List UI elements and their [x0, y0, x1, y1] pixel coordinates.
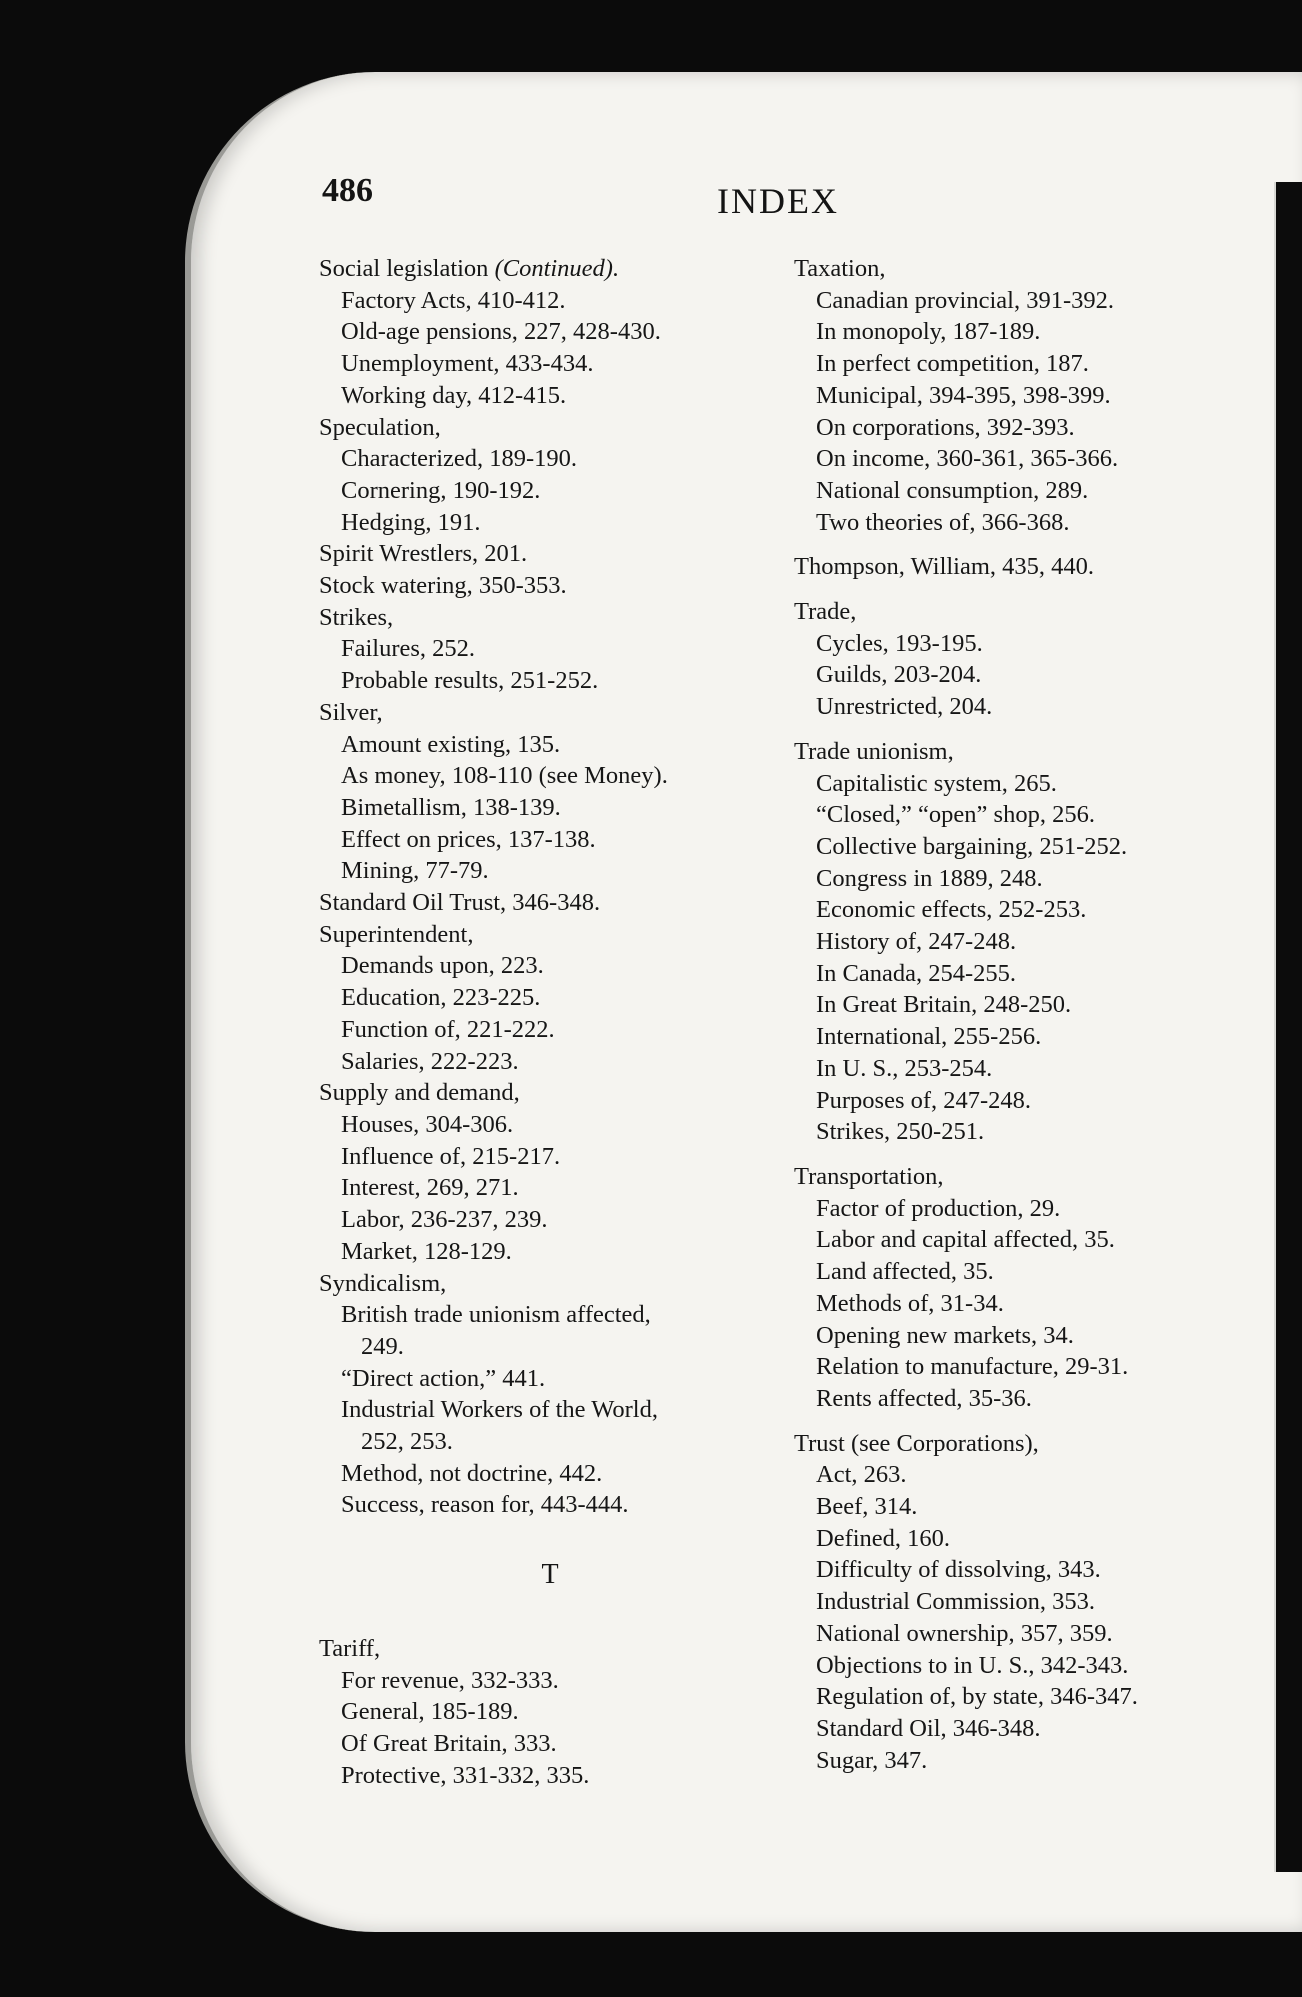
subentry-text: Cycles, 193-195.: [816, 629, 983, 657]
index-subentry: [790, 1618, 1230, 1650]
heading-text: Social legislation: [319, 255, 489, 282]
page-edge-shadow: [1274, 182, 1302, 1872]
index-subentry: [315, 1141, 765, 1173]
index-subentry: [315, 443, 765, 475]
subentry-text: Labor, 236-237, 239.: [341, 1206, 548, 1234]
index-subentry: [790, 1383, 1230, 1415]
index-subentry: [790, 412, 1230, 444]
subentry-text: National consumption, 289.: [816, 476, 1089, 504]
subentry-text: In perfect competition, 187.: [816, 350, 1089, 378]
subentry-text: Function of, 221-222.: [341, 1015, 555, 1043]
index-subentry: [315, 285, 765, 317]
index-subentry: [790, 659, 1230, 691]
subentry-text: Unrestricted, 204.: [816, 693, 993, 721]
subentry-text: Municipal, 394-395, 398-399.: [816, 381, 1111, 409]
heading-text: Spirit Wrestlers, 201.: [319, 540, 528, 568]
index-subentry: [315, 1204, 765, 1236]
subentry-text: National ownership, 357, 359.: [816, 1619, 1113, 1647]
entry-gap: [790, 538, 1230, 551]
heading-text: Supply and demand,: [319, 1079, 520, 1107]
subentry-text: On income, 360-361, 365-366.: [816, 445, 1119, 473]
index-subentry: [315, 1728, 765, 1760]
index-subentry: [315, 1696, 765, 1728]
index-subentry: [790, 443, 1230, 475]
index-subentry: [790, 1586, 1230, 1618]
index-subentry: [790, 1224, 1230, 1256]
subentry-text: Standard Oil, 346-348.: [816, 1714, 1041, 1742]
subentry-text: Relation to manufacture, 29-31.: [816, 1353, 1129, 1381]
index-subentry: [315, 348, 765, 380]
subentry-text: Mining, 77-79.: [341, 857, 489, 885]
subentry-continuation: 252, 253.: [361, 1428, 453, 1456]
index-heading: [315, 1077, 765, 1109]
entry-gap: [790, 1415, 1230, 1428]
subentry-text: Cornering, 190-192.: [341, 476, 541, 504]
subentry-text: In Great Britain, 248-250.: [816, 991, 1072, 1019]
index-subentry: [790, 1745, 1230, 1777]
index-subentry: [790, 1085, 1230, 1117]
subentry-text: Land affected, 35.: [816, 1258, 994, 1286]
subentry-text: Success, reason for, 443-444.: [341, 1491, 629, 1519]
subentry-text: In monopoly, 187-189.: [816, 318, 1041, 346]
index-subentry: [790, 380, 1230, 412]
index-subentry: [315, 1458, 765, 1490]
index-subentry: [790, 926, 1230, 958]
running-head: INDEX: [717, 181, 839, 221]
index-heading: [790, 596, 1230, 628]
subentry-text: Hedging, 191.: [341, 508, 481, 536]
heading-text: Thompson, William, 435, 440.: [794, 553, 1095, 581]
subentry-text: Industrial Workers of the World,: [341, 1396, 658, 1424]
heading-text: Standard Oil Trust, 346-348.: [319, 889, 601, 917]
index-subentry: [315, 1299, 765, 1362]
subentry-text: As money, 108-110 (see Money).: [341, 762, 668, 790]
subentry-text: On corporations, 392-393.: [816, 413, 1075, 441]
index-subentry: [790, 1713, 1230, 1745]
subentry-text: Methods of, 31-34.: [816, 1289, 1004, 1317]
index-subentry: [790, 894, 1230, 926]
subentry-text: Defined, 160.: [816, 1524, 951, 1552]
subentry-text: Method, not doctrine, 442.: [341, 1459, 603, 1487]
index-heading: [790, 551, 1230, 583]
index-subentry: [315, 475, 765, 507]
subentry-text: In Canada, 254-255.: [816, 959, 1017, 987]
index-heading: [315, 538, 765, 570]
subentry-text: British trade unionism affected,: [341, 1301, 651, 1329]
heading-text: Speculation,: [319, 413, 441, 441]
index-column-right: [790, 253, 1230, 1776]
index-subentry: [790, 1021, 1230, 1053]
index-subentry: [790, 799, 1230, 831]
index-subentry: [315, 1394, 765, 1457]
subentry-text: For revenue, 332-333.: [341, 1666, 559, 1694]
index-subentry: [315, 1046, 765, 1078]
index-subentry: [790, 475, 1230, 507]
index-subentry: [315, 760, 765, 792]
index-subentry: [315, 1665, 765, 1697]
subentry-text: Purposes of, 247-248.: [816, 1086, 1032, 1114]
index-subentry: [790, 1256, 1230, 1288]
index-subentry: [790, 1523, 1230, 1555]
subentry-text: In U. S., 253-254.: [816, 1054, 993, 1082]
subentry-text: Effect on prices, 137-138.: [341, 825, 596, 853]
index-subentry: [315, 380, 765, 412]
subentry-text: Of Great Britain, 333.: [341, 1729, 557, 1757]
index-subentry: [315, 1109, 765, 1141]
heading-text: Taxation,: [794, 255, 886, 282]
subentry-text: Labor and capital affected, 35.: [816, 1226, 1115, 1254]
index-subentry: [790, 1650, 1230, 1682]
subentry-text: Salaries, 222-223.: [341, 1047, 519, 1075]
subentry-text: Protective, 331-332, 335.: [341, 1761, 590, 1789]
subentry-text: International, 255-256.: [816, 1023, 1042, 1051]
subentry-text: Bimetallism, 138-139.: [341, 793, 561, 821]
subentry-text: Beef, 314.: [816, 1493, 918, 1521]
index-subentry: [790, 1288, 1230, 1320]
index-heading: [315, 570, 765, 602]
index-column-left: [315, 253, 765, 1791]
heading-note: (Continued).: [494, 255, 620, 282]
heading-text: Superintendent,: [319, 920, 474, 948]
section-letter: T: [541, 1559, 559, 1591]
subentry-text: Failures, 252.: [341, 635, 476, 663]
index-heading: [790, 1161, 1230, 1193]
subentry-text: Probable results, 251-252.: [341, 667, 599, 695]
heading-text: Trade unionism,: [794, 737, 954, 765]
heading-text: Silver,: [319, 698, 383, 726]
index-subentry: [790, 1320, 1230, 1352]
index-subentry: [790, 348, 1230, 380]
heading-text: Strikes,: [319, 603, 394, 631]
index-subentry: [315, 1014, 765, 1046]
subentry-text: Congress in 1889, 248.: [816, 864, 1043, 892]
index-subentry: [315, 729, 765, 761]
subentry-text: Sugar, 347.: [816, 1746, 928, 1774]
index-heading: [315, 412, 765, 444]
subentry-text: Objections to in U. S., 342-343.: [816, 1651, 1129, 1679]
index-subentry: [790, 628, 1230, 660]
subentry-text: Industrial Commission, 353.: [816, 1588, 1096, 1616]
entry-gap: [790, 583, 1230, 596]
index-subentry: [790, 831, 1230, 863]
subentry-text: Capitalistic system, 265.: [816, 769, 1057, 797]
heading-text: Syndicalism,: [319, 1269, 447, 1297]
index-subentry: [790, 1681, 1230, 1713]
subentry-text: Economic effects, 252-253.: [816, 896, 1087, 924]
index-subentry: [790, 1491, 1230, 1523]
subentry-text: “Direct action,” 441.: [341, 1364, 546, 1392]
index-heading: [315, 1268, 765, 1300]
index-subentry: [315, 1489, 765, 1521]
index-subentry: [315, 950, 765, 982]
subentry-text: Working day, 412-415.: [341, 381, 567, 409]
heading-text: Transportation,: [794, 1162, 944, 1190]
index-heading: [315, 253, 765, 285]
index-heading: [790, 1428, 1230, 1460]
subentry-text: Canadian provincial, 391-392.: [816, 286, 1115, 314]
subentry-text: Two theories of, 366-368.: [816, 508, 1070, 536]
index-subentry: [790, 1351, 1230, 1383]
index-subentry: [315, 1236, 765, 1268]
heading-text: Tariff,: [319, 1634, 381, 1662]
index-subentry: [315, 982, 765, 1014]
index-subentry: [790, 768, 1230, 800]
subentry-text: Guilds, 203-204.: [816, 661, 982, 689]
index-subentry: [315, 824, 765, 856]
entry-gap: [790, 723, 1230, 736]
index-subentry: [790, 1193, 1230, 1225]
subentry-text: Unemployment, 433-434.: [341, 350, 594, 378]
index-subentry: [315, 855, 765, 887]
subentry-text: Rents affected, 35-36.: [816, 1384, 1032, 1412]
index-subentry: [315, 316, 765, 348]
index-subentry: [315, 1760, 765, 1792]
subentry-text: Influence of, 215-217.: [341, 1142, 561, 1170]
subentry-text: Factory Acts, 410-412.: [341, 286, 566, 314]
subentry-text: Old-age pensions, 227, 428-430.: [341, 318, 661, 346]
index-heading: [790, 253, 1230, 285]
index-subentry: [790, 1554, 1230, 1586]
subentry-text: Houses, 304-306.: [341, 1110, 514, 1138]
subentry-text: Characterized, 189-190.: [341, 445, 578, 473]
index-subentry: [315, 1363, 765, 1395]
index-subentry: [790, 863, 1230, 895]
index-heading: [790, 736, 1230, 768]
index-heading: [315, 887, 765, 919]
index-heading: [315, 602, 765, 634]
entry-gap: [790, 1148, 1230, 1161]
subentry-text: History of, 247-248.: [816, 928, 1017, 956]
subentry-text: Regulation of, by state, 346-347.: [816, 1683, 1138, 1711]
subentry-continuation: 249.: [361, 1332, 404, 1360]
index-subentry: [790, 507, 1230, 539]
index-subentry: [315, 507, 765, 539]
subentry-text: “Closed,” “open” shop, 256.: [816, 801, 1095, 829]
subentry-text: Opening new markets, 34.: [816, 1321, 1074, 1349]
page-header: [322, 172, 1042, 232]
subentry-text: Education, 223-225.: [341, 984, 541, 1012]
index-subentry: [790, 316, 1230, 348]
subentry-text: Difficulty of dissolving, 343.: [816, 1556, 1101, 1584]
index-subentry: [790, 1053, 1230, 1085]
index-subentry: [790, 958, 1230, 990]
subentry-text: Market, 128-129.: [341, 1237, 512, 1265]
heading-text: Stock watering, 350-353.: [319, 572, 567, 600]
index-heading: [315, 697, 765, 729]
index-subentry: [790, 691, 1230, 723]
heading-text: Trust (see Corporations),: [794, 1429, 1039, 1457]
subentry-text: Act, 263.: [816, 1461, 907, 1489]
index-subentry: [315, 665, 765, 697]
subentry-text: Demands upon, 223.: [341, 952, 544, 980]
index-subentry: [790, 989, 1230, 1021]
heading-text: Trade,: [794, 598, 857, 626]
index-subentry: [315, 633, 765, 665]
subentry-text: Strikes, 250-251.: [816, 1118, 985, 1146]
index-heading: [315, 919, 765, 951]
index-subentry: [790, 1459, 1230, 1491]
subentry-text: Factor of production, 29.: [816, 1194, 1061, 1222]
index-subentry: [315, 792, 765, 824]
index-subentry: [315, 1172, 765, 1204]
subentry-text: Collective bargaining, 251-252.: [816, 832, 1128, 860]
subentry-text: Interest, 269, 271.: [341, 1174, 519, 1202]
page-number: 486: [322, 172, 373, 209]
index-heading: [315, 1633, 765, 1665]
subentry-text: Amount existing, 135.: [341, 730, 561, 758]
index-subentry: [790, 1116, 1230, 1148]
index-subentry: [790, 285, 1230, 317]
subentry-text: General, 185-189.: [341, 1698, 519, 1726]
